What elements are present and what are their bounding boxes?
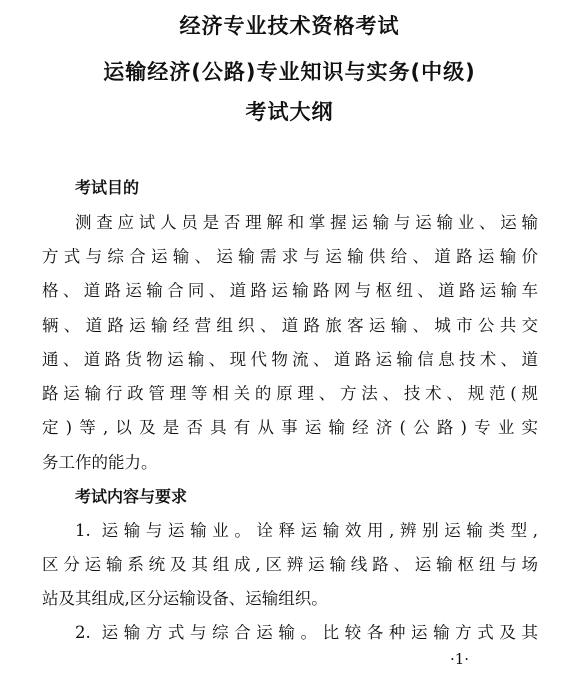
requirement-item-1-line: 1. 运输与运输业。诠释运输效用,辨别运输类型, bbox=[75, 521, 538, 540]
page-number: ·1· bbox=[450, 650, 470, 668]
purpose-text-line: 方式与综合运输、运输需求与运输供给、道路运输价 bbox=[42, 247, 538, 266]
purpose-text-line: 通、道路货物运输、现代物流、道路运输信息技术、道 bbox=[42, 350, 538, 369]
purpose-text-line: 辆、道路运输经营组织、道路旅客运输、城市公共交 bbox=[42, 316, 538, 335]
section-heading-purpose: 考试目的 bbox=[75, 178, 140, 197]
purpose-text-line: 定)等,以及是否具有从事运输经济(公路)专业实 bbox=[42, 418, 538, 437]
requirement-item-1-line: 站及其组成,区分运输设备、运输组织。 bbox=[42, 589, 328, 608]
purpose-text-line: 路运输行政管理等相关的原理、方法、技术、规范(规 bbox=[42, 384, 538, 403]
purpose-text-line: 测查应试人员是否理解和掌握运输与运输业、运输 bbox=[75, 213, 538, 232]
document-title-line-1: 经济专业技术资格考试 bbox=[179, 14, 400, 38]
purpose-text-line: 格、道路运输合同、道路运输路网与枢纽、道路运输车 bbox=[42, 281, 538, 300]
document-title-line-3: 考试大纲 bbox=[245, 100, 334, 124]
section-heading-content-requirements: 考试内容与要求 bbox=[75, 487, 188, 506]
purpose-text-line: 务工作的能力。 bbox=[42, 453, 158, 472]
requirement-item-2-line: 2. 运输方式与综合运输。比较各种运输方式及其 bbox=[75, 623, 538, 642]
requirement-item-1-line: 区分运输系统及其组成,区辨运输线路、运输枢纽与场 bbox=[42, 555, 538, 574]
document-title-line-2: 运输经济(公路)专业知识与实务(中级) bbox=[103, 60, 476, 84]
